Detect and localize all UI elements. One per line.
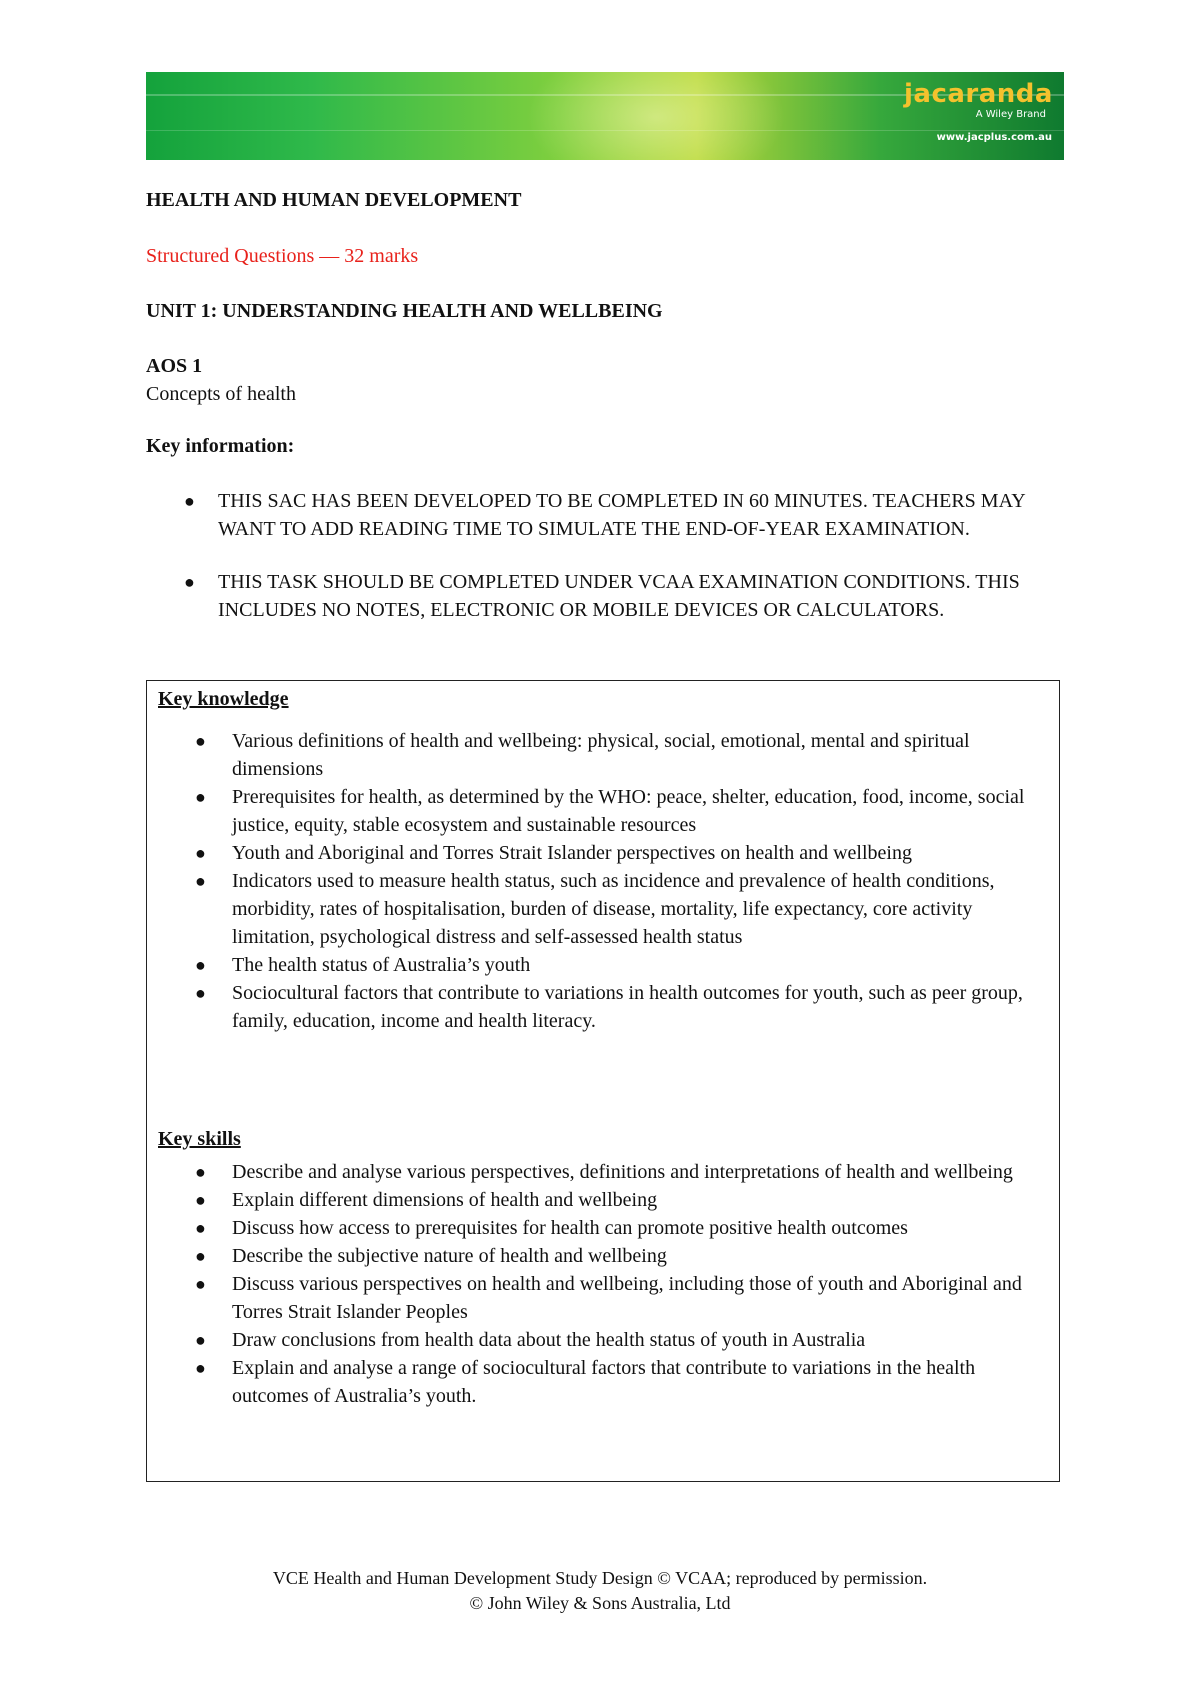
list-item [158, 1242, 1058, 1270]
list-item [158, 1186, 1058, 1214]
list-item [158, 839, 1058, 867]
logo-tagline: A Wiley Brand [975, 109, 1046, 120]
bullet-icon: ● [195, 983, 206, 1003]
bullet-icon: ● [195, 843, 206, 863]
header-banner [146, 72, 1064, 160]
list-item-text: Prerequisites for health, as determined by the WHO: peace, shelter, education, food, income, social justice, equity, stable ecosystem and sustainable resources [232, 786, 1025, 836]
bullet-icon: ● [195, 1162, 206, 1182]
bullet-icon: ● [195, 871, 206, 891]
list-item-text: The health status of Australia’s youth [232, 954, 531, 976]
unit-title: UNIT 1: UNDERSTANDING HEALTH AND WELLBEING [146, 300, 663, 322]
bullet-icon: ● [195, 1330, 206, 1350]
key-skills-list [158, 1158, 1058, 1410]
aos-title: AOS 1 [146, 355, 203, 377]
list-item [146, 488, 1066, 543]
list-item [146, 569, 1066, 624]
list-item-text: Explain and analyse a range of sociocultural factors that contribute to variations in the health outcomes of Australia’s youth. [232, 1357, 976, 1407]
list-item [158, 979, 1058, 1035]
bullet-icon: ● [195, 1190, 206, 1210]
aos-description: Concepts of health [146, 383, 296, 405]
list-item [158, 1270, 1058, 1326]
list-item-text: Explain different dimensions of health and wellbeing [232, 1189, 658, 1211]
list-item [158, 867, 1058, 951]
key-knowledge-box [146, 680, 1060, 1482]
list-item-text: THIS TASK SHOULD BE COMPLETED UNDER VCAA EXAMINATION CONDITIONS. THIS INCLUDES NO NOTES, ELECTRONIC OR MOBILE DEVICES OR CALCULATORS. [218, 571, 1020, 621]
key-info-list [146, 488, 1066, 650]
logo-brand: jacaranda [904, 79, 1053, 109]
list-item-text: Describe the subjective nature of health and wellbeing [232, 1245, 667, 1267]
bullet-icon: ● [184, 572, 195, 592]
list-item-text: Describe and analyse various perspectives, definitions and interpretations of health and wellbeing [232, 1161, 1013, 1183]
list-item-text: THIS SAC HAS BEEN DEVELOPED TO BE COMPLETED IN 60 MINUTES. TEACHERS MAY WANT TO ADD READING TIME TO SIMULATE THE END-OF-YEAR EXAMINATION. [218, 490, 1025, 540]
marks-subtitle: Structured Questions — 32 marks [146, 245, 419, 267]
list-item [158, 951, 1058, 979]
bullet-icon: ● [195, 1358, 206, 1378]
list-item [158, 1326, 1058, 1354]
list-item-text: Indicators used to measure health status, such as incidence and prevalence of health conditions, morbidity, rates of hospitalisation, burden of disease, mortality, life expectancy, core activity limitation, psychological distress and self-assessed health status [232, 870, 995, 948]
bullet-icon: ● [195, 787, 206, 807]
footer-copyright-vcaa: VCE Health and Human Development Study Design © VCAA; reproduced by permission. [272, 1568, 928, 1588]
banner-glow [526, 72, 786, 160]
list-item-text: Youth and Aboriginal and Torres Strait Islander perspectives on health and wellbeing [232, 842, 912, 864]
bullet-icon: ● [195, 1246, 206, 1266]
list-item-text: Various definitions of health and wellbeing: physical, social, emotional, mental and spiritual dimensions [232, 730, 970, 780]
key-knowledge-heading: Key knowledge [158, 688, 289, 710]
list-item [158, 783, 1058, 839]
list-item-text: Draw conclusions from health data about the health status of youth in Australia [232, 1329, 866, 1351]
page-footer [0, 1566, 1200, 1616]
logo-url: www.jacplus.com.au [936, 132, 1052, 143]
bullet-icon: ● [195, 731, 206, 751]
key-skills-heading: Key skills [158, 1128, 241, 1150]
bullet-icon: ● [184, 491, 195, 511]
bullet-icon: ● [195, 1218, 206, 1238]
bullet-icon: ● [195, 955, 206, 975]
subject-title: HEALTH AND HUMAN DEVELOPMENT [146, 189, 522, 211]
list-item-text: Sociocultural factors that contribute to variations in health outcomes for youth, such as peer group, family, education, income and health literacy. [232, 982, 1023, 1032]
list-item-text: Discuss how access to prerequisites for health can promote positive health outcomes [232, 1217, 908, 1239]
key-info-heading: Key information: [146, 435, 295, 457]
bullet-icon: ● [195, 1274, 206, 1294]
list-item [158, 1214, 1058, 1242]
list-item [158, 1354, 1058, 1410]
key-knowledge-list [158, 727, 1058, 1035]
list-item [158, 1158, 1058, 1186]
footer-copyright-wiley: © John Wiley & Sons Australia, Ltd [469, 1593, 731, 1613]
list-item-text: Discuss various perspectives on health and wellbeing, including those of youth and Aboriginal and Torres Strait Islander Peoples [232, 1273, 1022, 1323]
list-item [158, 727, 1058, 783]
jacaranda-logo [904, 80, 1052, 144]
